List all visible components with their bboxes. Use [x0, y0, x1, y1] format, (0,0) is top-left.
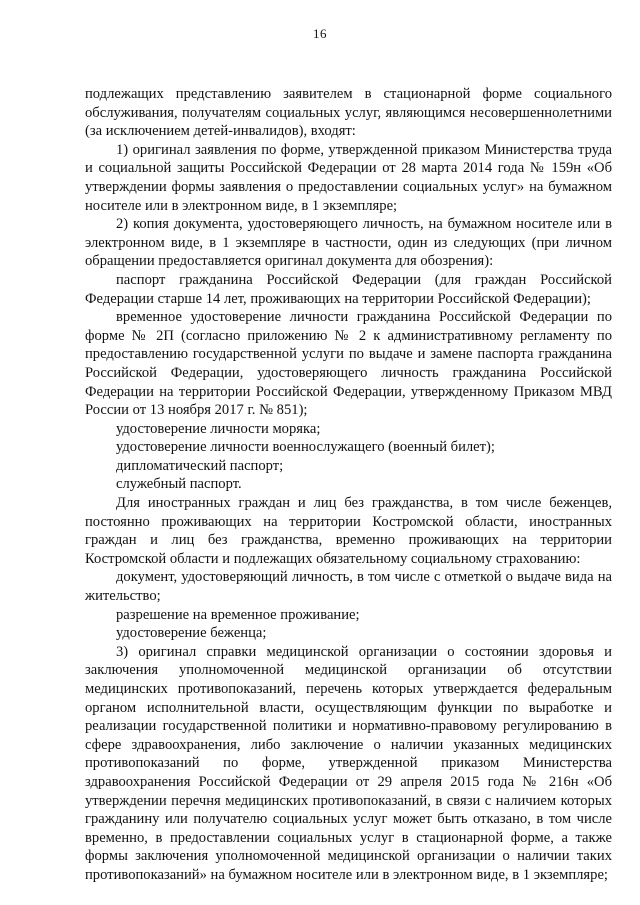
list-item: удостоверение беженца;: [116, 625, 267, 642]
paragraph: документ, удостоверяющий личность, в том числе с отметкой о выдаче вида на жительство;: [85, 569, 612, 605]
paragraph: 1) оригинал заявления по форме, утвержденной приказом Министерства труда и социальной защиты Российской Федерации от 28 марта 2014 года № 159н «Об утверждении формы заявления о предоставлении социальных услуг» на бумажном носителе или в электронном виде, в 1 экземпляре;: [85, 141, 612, 214]
paragraph: 2) копия документа, удостоверяющего личность, на бумажном носителе или в электронном виде, в 1 экземпляре в частности, один из следующих (при личном обращении предоставляется оригинал документа для обозрения):: [85, 216, 612, 270]
list-item: удостоверение личности военнослужащего (военный билет);: [116, 439, 495, 456]
list-item: дипломатический паспорт;: [116, 457, 284, 474]
paragraph: подлежащих представлению заявителем в стационарной форме социального обслуживания, получателям социальных услуг, являющимся несовершеннолетними (за исключением детей-инвалидов), входят:: [85, 86, 612, 140]
document-body: [85, 85, 612, 885]
page-number: 16: [313, 26, 327, 41]
list-item: удостоверение личности моряка;: [116, 420, 321, 437]
paragraph: 3) оригинал справки медицинской организации о состоянии здоровья и заключения уполномоченной медицинской организации об отсутствии медицинских противопоказаний, перечень которых утверждается федеральным органом исполнительной власти, осуществляющим функции по выработке и реализации государственной политики и нормативно-правовому регулированию в сфере здравоохранения, либо заключение о наличии указанных медицинских противопоказаний по форме, утвержденной приказом Министерства здравоохранения Российской Федерации от 29 апреля 2015 года № 216н «Об утверждении перечня медицинских противопоказаний, в связи с наличием которых гражданину или получателю социальных услуг может быть отказано, в том числе временно, в предоставлении социальных услуг в стационарной форме, а также формы заключения уполномоченной медицинской организации о наличии таких противопоказаний» на бумажном носителе или в электронном виде, в 1 экземпляре;: [85, 643, 612, 883]
list-item: служебный паспорт.: [116, 476, 242, 493]
paragraph: Для иностранных граждан и лиц без гражданства, в том числе беженцев, постоянно проживающих на территории Костромской области, иностранных граждан и лиц без гражданства, временно проживающих на территории Костромской области и подлежащих обязательному социальному страхованию:: [85, 495, 612, 567]
paragraph: временное удостоверение личности гражданина Российской Федерации по форме № 2П (согласно приложению № 2 к административному регламенту по предоставлению государственной услуги по выдаче и замене паспорта гражданина Российской Федерации, удостоверяющего личность гражданина Российской Федерации на территории Российской Федерации, утвержденному Приказом МВД России от 13 ноября 2017 г. № 851);: [85, 309, 612, 419]
paragraph: паспорт гражданина Российской Федерации (для граждан Российской Федерации старше 14 лет, проживающих на территории Российской Федерации);: [85, 271, 612, 307]
list-item: разрешение на временное проживание;: [116, 606, 360, 623]
